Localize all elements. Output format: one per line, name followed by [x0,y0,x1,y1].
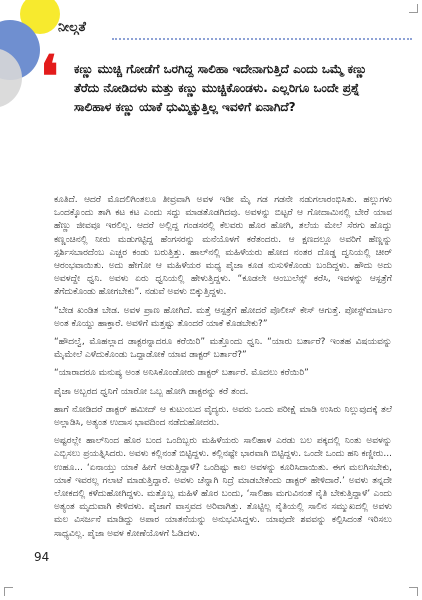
pull-quote-text: ಕಣ್ಣು ಮುಚ್ಚಿ ಗೋಡೆಗೆ ಒರಗಿದ್ದ ಸಾಲಿಹಾ ಇದೇನಾಗುತ್ತಿದೆ ಎಂದು ಒಮ್ಮೆ ಕಣ್ಣು ತೆರೆದು ನೋಡಿದಳು ಮತ್ತು ಕಣ್ಣು ಮುಚ್ಚಿಕೊಂಡಳು. ಎಲ್ಲರಿಗೂ ಒಂದೇ ಪ್ರಶ್ನೆ ಸಾಲಿಹಾಳ ಕಣ್ಣು ಯಾಕೆ ಧುಮ್ಮಿಕ್ಕುತ್ತಿಲ್ಲ ಇವಳಿಗೆ ಏನಾಗಿದೆ? [74,62,368,114]
body-paragraph: ಪೈಜಾ ಅಬ್ಬರದ ಧ್ವನಿಗೆ ಯಾರೋ ಒಬ್ಬ ಹೋಗಿ ಡಾಕ್ಟರನ್ನು ಕರೆ ತಂದ. [54,386,249,397]
header-divider-dots [112,38,412,40]
body-paragraph: ಅಷ್ಟರಲ್ಲೇ ಹಾಲ್‌ನಿಂದ ಹೊರ ಬಂದ ಒಂದಿಬ್ಬರು ಮಹಿಳೆಯರು ಸಾಲಿಹಾಳ ಎರಡು ಬಲ ಪಕ್ಕದಲ್ಲಿ ನಿಂತು ಅವಳನ್ನು ಎಬ್ಬಿಸಲು ಪ್ರಯತ್ನಿಸಿದರು. ಅವಳು ಕಲ್ಲಿನಂತೆ ಬಿಟ್ಟಿದ್ದಳು. ಕಲ್ಲಿನಷ್ಟೇ ಭಾರವಾಗಿ ಬಿಟ್ಟಿದ್ದಳು. ಒಂದೇ ಒಂದು ಹನಿ ಕಣ್ಣೀರು... ಉಹೂ... ‘ಏನಾಯ್ತು ಯಾಕೆ ಹೀಗೆ ಆಡುತ್ತಿದ್ದಾಳೆ? ಒಂದಿಷ್ಟು ಕಾಲ ಅವಳನ್ನು ಕೂರಿಸಿದಾಯಿತು. ಈಗ ಮಲಗಿಸಬೇಕು, ಯಾಕೆ ಇವರಲ್ಲ ಗಲಾಟೆ ಮಾಡುತ್ತಿದ್ದಾರೆ. ಅವಳು ಚೆನ್ನಾಗಿ ನಿದ್ರೆ ಮಾಡಬೇಕೆಂದು ಡಾಕ್ಟರ್ ಹೇಳಿದಾರೆ.’ ಅವಳು ತನ್ನದೇ ಲೋಕದಲ್ಲಿ ಕಳೆದುಹೋಗಿದ್ದಳು. ಮತ್ತೊಬ್ಬ ಮಹಿಳೆ ಹೊರ ಬಂದು, ‘ಸಾಲಿಹಾ ಮಗುವಿನಂತೆ ನೈತಿ ಬೇಕುತ್ತಿದ್ದಾಳೆ’ ಎಂದು ಅತ್ಯಂತ ಮೃದುವಾಗಿ ಕೇಳಿದಳು. ಪೈಜಾಗೆ ವಾಸ್ತವದ ಅರಿವಾಗಿತ್ತು. ತೊಟ್ಟಿಲ್ಲ ನೈತಿಯಲ್ಲಿ ಸಾಲಿನ ಸಮ್ಮುಖದಲ್ಲಿ ಅವಳು ಮಲ ವಿಸರ್ಜನೆ ಮಾಡಿದ್ದು ಅಪಾರ ಯಾತನೆಯನ್ನು ಅನುಭವಿಸಿದ್ದಳು. ಯಾವುದೇ ಶವವನ್ನು ಕಲ್ಪಿಸಿದಂತೆ ಇರಿಸಲು ಸಾಧ್ಯವಿಲ್ಲ. ಪೈಜಾ ಅವಳ ಕೋಣೆಯೊಳಗೆ ಓಡಿದಳು. [54,436,392,539]
crop-mark-bottom-left [4,587,13,596]
page-number: 94 [34,550,50,564]
body-paragraph: “ಯಾರಾದರೂ ಮನುಷ್ಯ ಅಂತ ಅನಿಸಿಕೊಂಡೋರು ಡಾಕ್ಟರ್ ಬರ್ತಾರೆ. ಮೊದಲು ಕರೆಯಿರಿ” [54,368,309,379]
quote-mark-icon: ❛ [40,43,59,111]
body-paragraph: “ಹೌದಲ್ವೆ, ಮೊಹಲ್ಲಾದ ಡಾಕ್ಟರನ್ನಾದರೂ ಕರೆಯಿರಿ” ಮತ್ತೊಂದು ಧ್ವನಿ. “ಯಾರು ಬರ್ತಾರೆ? ಇಂತಹ ವಿಷಯವನ್ನು ಮೈಮೇಲೆ ಎಳೆದುಕೊಂಡು ಒದ್ದಾಡೋಕೆ ಯಾವ ಡಾಕ್ಟರ್ ಬರ್ತಾರೆ?” [54,337,392,361]
crop-mark-bottom-right [409,587,418,596]
body-paragraph: ಹಾಗೆ ನೋಡಿದರೆ ಡಾಕ್ಟರ್ ಹಮೀದ್ ಆ ಕುಟುಂಬದ ವೈದ್ಯರು. ಅವರು ಒಂದು ಪರೀಕ್ಷೆ ಮಾಡಿ ಉಸಿರು ನಿಲ್ಲುವುದಕ್ಕೆ ತಲೆ ಅಲ್ಲಾಡಿಸಿ, ಅತ್ಯಂತ ಉದಾಸ ಭಾವದಿಂದ ನಡೆದುಹೋದರು. [54,404,392,429]
body-text [54,194,392,546]
body-paragraph: ಕೂತಿದೆ. ಆದರೆ ಮೊದಲಿಗಿಂತಲೂ ತೀವ್ರವಾಗಿ ಅವಳ ಇಡೀ ಮೈ ಗಡ ಗಡನೇ ನಡುಗಲಾರಂಭಿಸಿತು. ಹಲ್ಲುಗಳು ಒಂದಕ್ಕೊಂದು ತಾಗಿ ಕಟ ಕಟ ಎಂದು ಸದ್ದು ಮಾಡತೊಡಗಿದವು. ಅವಳನ್ನು ಬಿಟ್ಟರೆ ಆ ಗೋದಾಮಿನಲ್ಲಿ ಬೇರೆ ಯಾವ ಹೆಣ್ಣು ಜೀವವೂ ಇರಲಿಲ್ಲ. ಆದರೆ ಅಲ್ಲಿದ್ದ ಗಂಡಸರಲ್ಲಿ ಕೆಲವರು ಹೊರ ಹೋಗಿ, ತಲೆಯ ಮೇಲೆ ಸೆರಗು ಹೊದ್ದು ಕಣ್ಣಂಚಿನಲ್ಲಿ ನೀರು ಮಡುಗಟ್ಟಿದ್ದ ಹೆಂಗಸರನ್ನು ಮನೆಯೊಳಗೆ ಕರೆತಂದರು. ಆ ಕ್ಷಣದಲ್ಲೂ ಅವರಿಗೆ ಹೆಣ್ಣನ್ನು ಸ್ಪರ್ಶಿಸಬಾರದೆಂಬ ಎಚ್ಚರ ಕಂಡು ಬರುತ್ತಿತ್ತು. ಹಾಲ್‌ನಲ್ಲಿ ಮಹಿಳೆಯರು ಹೋದ ನಂತರ ದೊಡ್ಡ ದ್ವನಿಯಲ್ಲಿ ಚೀರ್ ಆರಂಭವಾಯಿತು. ಅದು ಹೇಗೋ ಆ ಮಹಿಳೆಯರ ಮಧ್ಯ ಪೈಜಾ ಕೂಡ ನುಸುಳಿಕೊಂಡು ಬಂದಿದ್ದಳು. ಹೌದು ಅದು ಅವಳದ್ದೇ ಧ್ವನಿ. ಅವಳು ಏರು ಧ್ವನಿಯಲ್ಲಿ ಹೇಳುತ್ತಿದ್ದಳು. “ಕೂಡಲೇ ಆಂಬುಲೆನ್ಸ್ ಕರೆಸಿ, ಇವಳನ್ನು ಆಸ್ಪತ್ರೆಗೆ ತೆಗೆದುಕೊಂಡು ಹೋಗಬೇಕು”. ನಡುವೆ ಅವಳು ಬಿಕ್ಕುತ್ತಿದ್ದಳು. [54,195,392,298]
pull-quote [40,43,396,117]
body-paragraph: “ಬೇಡ ಖಂಡಿತ ಬೇಡ. ಅವಳ ಪ್ರಾಣ ಹೋಗಿದೆ. ಮತ್ತೆ ಆಸ್ಪತ್ರೆಗೆ ಹೋದರೆ ಪೊಲೀಸ್ ಕೇಸ್ ಆಗುತ್ತೆ. ಪೋಸ್ಟ್‌ಮಾರ್ಟಂ ಅಂತ ಕೊಯ್ದು ಹಾಕ್ತಾರೆ. ಅವಳಿಗೆ ಮತ್ತಷ್ಟು ತೊಂದರೆ ಯಾಕೆ ಕೊಡಬೇಕು?” [54,305,392,329]
section-title: ನೀಲ್ಗತೆ [58,20,87,35]
crop-mark-top-right [409,4,418,13]
